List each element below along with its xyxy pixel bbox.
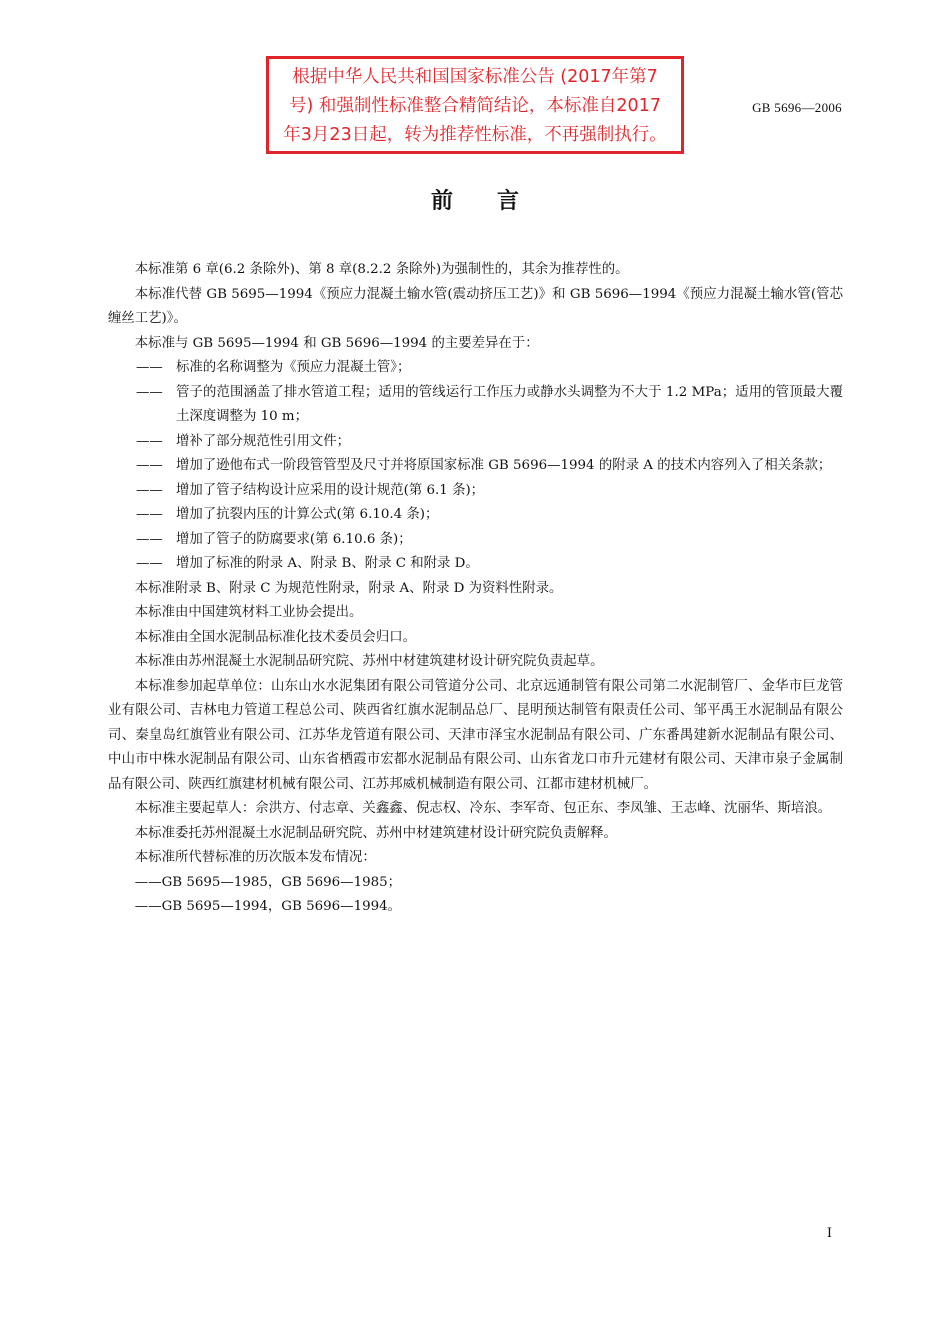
difference-item [108,503,843,528]
paragraph-main-drafters: 本标准主要起草人：佘洪方、付志章、关鑫鑫、倪志权、冷东、李军奇、包正东、李凤雏、王志峰、沈丽华、斯培浪。 [134,801,832,816]
difference-text: 增加了标准的附录 A、附录 B、附录 C 和附录 D。 [176,556,479,571]
notice-line-3: 年3月23日起，转为推荐性标准，不再强制执行。 [283,125,667,145]
difference-text: 标准的名称调整为《预应力混凝土管》； [176,360,411,375]
difference-text: 增补了部分规范性引用文件； [176,433,351,449]
difference-item [108,356,843,381]
difference-text: 增加了管子结构设计应采用的设计规范(第 6.1 条)； [176,482,485,498]
difference-item [108,528,843,553]
difference-text: 管子的范围涵盖了排水管道工程；适用的管线运行工作压力或静水头调整为不大于 1.2 MPa；适用的管顶最大覆土深度调整为 10 m； [176,384,843,424]
difference-item [108,381,843,430]
standard-status-notice [266,56,684,154]
paragraph-interpretation: 本标准委托苏州混凝土水泥制品研究院、苏州中材建筑建材设计研究院负责解释。 [134,825,617,841]
list-dash: —— [136,531,163,547]
foreword-body [108,258,843,920]
difference-item [108,479,843,504]
difference-text: 增加了管子的防腐要求(第 6.10.6 条)； [176,531,412,547]
difference-text: 增加了抗裂内压的计算公式(第 6.10.4 条)； [176,507,439,522]
paragraph-replaces: 本标准代替 GB 5695—1994《预应力混凝土输水管(震动挤压工艺)》和 GB 5696—1994《预应力混凝土输水管(管芯缠丝工艺)》。 [108,286,843,326]
page-title: 前言 [430,189,563,214]
notice-line-1: 根据中华人民共和国国家标准公告 (2017年第7 [292,67,658,87]
difference-item [108,430,843,455]
history-item: ——GB 5695—1985，GB 5696—1985； [134,874,402,890]
paragraph-centralized-by: 本标准由全国水泥制品标准化技术委员会归口。 [134,629,416,645]
paragraph-appendices: 本标准附录 B、附录 C 为规范性附录，附录 A、附录 D 为资料性附录。 [134,580,563,596]
history-item: ——GB 5695—1994，GB 5696—1994。 [134,899,402,914]
list-dash: —— [136,556,163,571]
paragraph-participating-units: 本标准参加起草单位：山东山水水泥集团有限公司管道分公司、北京远通制管有限公司第二水泥制管厂、金华市巨龙管业有限公司、吉林电力管道工程总公司、陕西省红旗水泥制品总厂、昆明预达制管有限责任公司、邹平禹王水泥制品有限公司、秦皇岛红旗管业有限公司、江苏华龙管道有限公司、天津市泽宝水泥制品有限公司、广东番禺建新水泥制品有限公司、中山市中株水泥制品有限公司、山东省栖霞市宏都水泥制品有限公司、山东省龙口市升元建材有限公司、天津市泉子金属制品有限公司、陕西红旗建材机械有限公司、江苏邦威机械制造有限公司、江都市建材机械厂。 [108,678,843,792]
list-dash: —— [136,482,163,498]
difference-item [108,454,843,479]
page-number: I [826,1226,832,1241]
list-dash: —— [136,384,163,400]
paragraph-history-intro: 本标准所代替标准的历次版本发布情况： [134,850,376,865]
standard-number: GB 5696—2006 [752,100,842,115]
paragraph-proposed-by: 本标准由中国建筑材料工业协会提出。 [134,605,363,620]
difference-text: 增加了逊他布式一阶段管管型及尺寸并将原国家标准 GB 5696—1994 的附录 A 的技术内容列入了相关条款； [176,458,832,473]
difference-item [108,552,843,577]
list-dash: —— [136,458,163,473]
list-dash: —— [136,433,163,449]
list-dash: —— [136,507,163,522]
paragraph-drafted-by: 本标准由苏州混凝土水泥制品研究院、苏州中材建筑建材设计研究院负责起草。 [134,654,604,669]
paragraph-mandatory-scope: 本标准第 6 章(6.2 条除外)、第 8 章(8.2.2 条除外)为强制性的，其余为推荐性的。 [134,262,629,277]
paragraph-differences-intro: 本标准与 GB 5695—1994 和 GB 5696—1994 的主要差异在于： [134,335,539,351]
list-dash: —— [136,360,163,375]
notice-line-2: 号) 和强制性标准整合精简结论，本标准自2017 [289,96,661,116]
